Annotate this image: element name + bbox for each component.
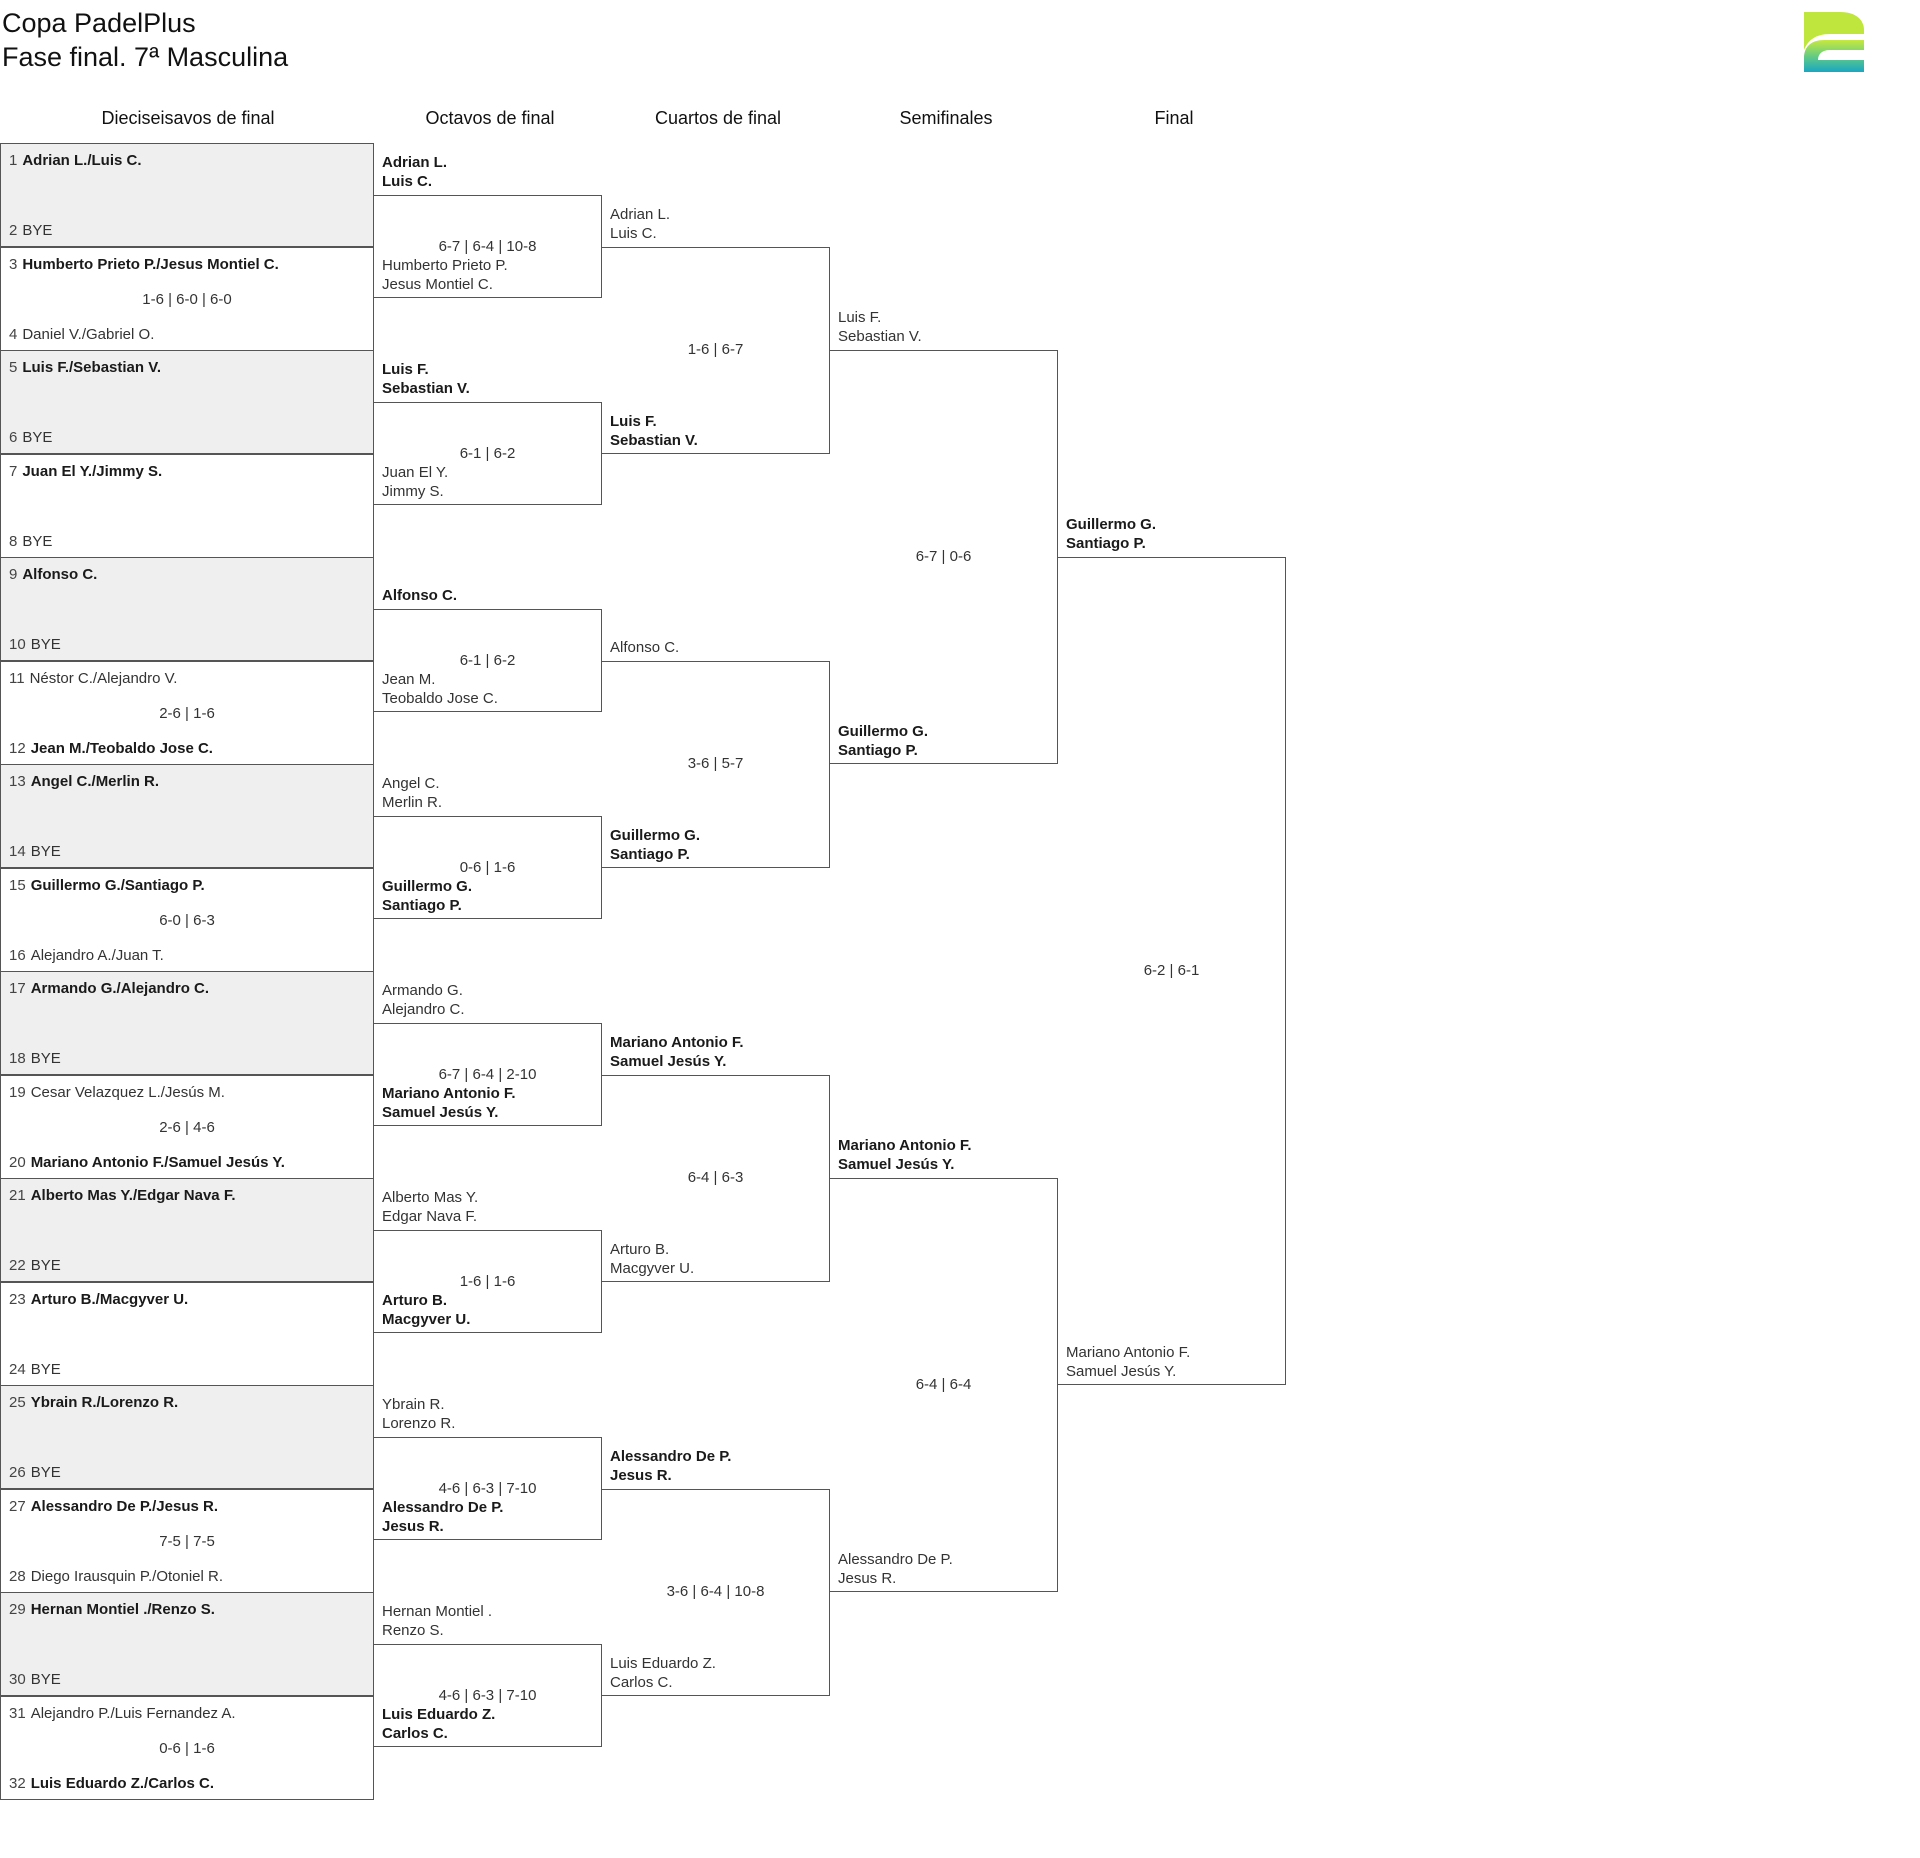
r32-team-b <box>9 1671 61 1689</box>
team-player: Jean M. <box>382 671 436 689</box>
seed-number: 14 <box>9 843 26 860</box>
match-score: 6-7 | 6-4 | 2-10 <box>438 1065 537 1083</box>
r32-team-a <box>9 670 177 688</box>
tournament-name: Copa PadelPlus <box>2 8 196 38</box>
r32-match <box>0 971 374 1075</box>
r32-match <box>0 247 374 351</box>
team-player: Ybrain R. <box>382 1395 445 1413</box>
team-player: Luis Eduardo Z. <box>382 1706 496 1724</box>
seed-number: 21 <box>9 1187 26 1204</box>
qf-team-top <box>610 1033 744 1071</box>
seed-number: 1 <box>9 152 18 169</box>
team-player: Jimmy S. <box>382 483 444 501</box>
team-name: Adrian L./Luis C. <box>22 152 142 169</box>
r16-team-bottom <box>382 1498 503 1536</box>
seed-number: 9 <box>9 566 18 583</box>
r16-team-bottom <box>382 877 472 915</box>
qf-team-top <box>610 638 679 657</box>
match-score: 0-6 | 1-6 <box>459 858 516 876</box>
team-player: Teobaldo Jose C. <box>382 690 498 708</box>
r32-team-b <box>9 1154 285 1172</box>
team-name: Néstor C./Alejandro V. <box>29 669 178 687</box>
team-player: Luis F. <box>838 309 882 326</box>
r32-team-b <box>9 1775 214 1793</box>
final-team-top <box>1066 515 1156 553</box>
seed-number: 18 <box>9 1050 26 1067</box>
r32-team-a <box>9 1394 178 1412</box>
team-player: Adrian L. <box>382 153 448 171</box>
r32-team-a <box>9 256 279 274</box>
team-name: BYE <box>30 843 61 860</box>
r16-team-bottom <box>382 463 448 501</box>
r16-team-top <box>382 1395 455 1433</box>
team-name: Mariano Antonio F./Samuel Jesús Y. <box>30 1153 285 1171</box>
team-name: Hernan Montiel ./Renzo S. <box>30 1601 215 1618</box>
team-player: Alfonso C. <box>610 638 680 656</box>
team-player: Samuel Jesús Y. <box>1066 1363 1177 1380</box>
r32-team-b <box>9 1361 61 1379</box>
team-name: Cesar Velazquez L./Jesús M. <box>30 1083 225 1101</box>
match-score: 3-6 | 6-4 | 10-8 <box>666 1583 765 1600</box>
team-name: Angel C./Merlin R. <box>30 773 160 790</box>
team-player: Humberto Prieto P. <box>382 257 508 275</box>
r16-team-top <box>382 774 442 812</box>
team-player: Luis F. <box>382 360 429 378</box>
r32-team-a <box>9 980 209 998</box>
qf-team-top <box>610 205 670 243</box>
team-player: Alfonso C. <box>382 586 457 604</box>
r32-match <box>0 764 374 868</box>
r32-team-a <box>9 566 97 584</box>
phase-title: Fase final. 7ª Masculina <box>2 42 289 72</box>
seed-number: 13 <box>9 773 26 790</box>
r16-team-bottom <box>382 1705 495 1743</box>
sf-team-bottom <box>838 722 928 760</box>
team-name: Ybrain R./Lorenzo R. <box>30 1394 179 1411</box>
team-player: Alberto Mas Y. <box>382 1188 479 1206</box>
r32-team-a <box>9 152 142 170</box>
r32-match <box>0 1075 374 1179</box>
seed-number: 23 <box>9 1290 26 1308</box>
qf-team-bottom <box>610 412 698 450</box>
seed-number: 11 <box>9 669 25 687</box>
qf-team-bottom <box>610 1240 694 1278</box>
team-player: Luis Eduardo Z. <box>610 1654 716 1672</box>
team-player: Carlos C. <box>382 1725 448 1743</box>
r32-match <box>0 454 374 558</box>
seed-number: 22 <box>9 1257 26 1274</box>
r32-match <box>0 868 374 972</box>
seed-number: 5 <box>9 359 18 376</box>
sf-team-top <box>838 1136 972 1174</box>
team-player: Samuel Jesús Y. <box>838 1156 955 1173</box>
r32-team-a <box>9 1187 235 1205</box>
r32-team-b <box>9 222 52 240</box>
team-player: Santiago P. <box>382 897 462 915</box>
team-player: Guillermo G. <box>838 723 929 740</box>
team-name: BYE <box>22 222 53 239</box>
team-name: BYE <box>30 1360 61 1378</box>
r32-team-b <box>9 1257 61 1275</box>
final-match <box>1058 557 1286 1385</box>
r32-team-a <box>9 1291 188 1309</box>
seed-number: 20 <box>9 1153 26 1171</box>
r32-team-b <box>9 1050 61 1068</box>
team-name: Daniel V./Gabriel O. <box>22 325 155 343</box>
team-player: Lorenzo R. <box>382 1414 456 1432</box>
team-name: Luis F./Sebastian V. <box>22 359 162 376</box>
team-name: Alfonso C. <box>22 566 98 583</box>
r16-team-bottom <box>382 1084 516 1122</box>
r32-team-a <box>9 1498 218 1516</box>
r32-match <box>0 661 374 765</box>
team-player: Alejandro C. <box>382 1000 465 1018</box>
seed-number: 32 <box>9 1774 26 1792</box>
team-player: Jesus R. <box>382 1518 444 1536</box>
seed-number: 16 <box>9 946 26 964</box>
r32-team-b <box>9 947 164 965</box>
round-header-final: Final <box>1154 108 1194 128</box>
team-player: Luis F. <box>610 412 657 430</box>
r16-team-top <box>382 1602 492 1640</box>
team-name: Alejandro P./Luis Fernandez A. <box>30 1704 236 1722</box>
team-player: Guillermo G. <box>382 878 473 896</box>
r32-match <box>0 557 374 661</box>
team-name: BYE <box>30 1671 61 1688</box>
r16-team-bottom <box>382 670 498 708</box>
r32-match <box>0 1696 374 1800</box>
match-score: 2-6 | 1-6 <box>159 704 215 722</box>
team-player: Macgyver U. <box>382 1311 471 1329</box>
match-score: 3-6 | 5-7 <box>687 755 744 772</box>
final-team-bottom <box>1066 1343 1190 1381</box>
match-score: 0-6 | 1-6 <box>159 1739 215 1757</box>
round-header-sf: Semifinales <box>899 108 993 128</box>
team-player: Samuel Jesús Y. <box>382 1104 499 1122</box>
seed-number: 27 <box>9 1497 26 1515</box>
round-header-r16: Octavos de final <box>425 108 555 128</box>
match-score: 6-2 | 6-1 <box>1143 962 1200 979</box>
r16-team-bottom <box>382 256 508 294</box>
team-player: Jesus R. <box>610 1466 672 1484</box>
team-player: Macgyver U. <box>610 1259 695 1277</box>
match-score: 1-6 | 6-7 <box>687 341 744 358</box>
team-name: BYE <box>30 636 61 653</box>
page-title <box>2 6 288 74</box>
team-player: Alessandro De P. <box>610 1447 732 1465</box>
match-score: 2-6 | 4-6 <box>159 1118 215 1136</box>
team-player: Mariano Antonio F. <box>610 1033 744 1051</box>
r32-match <box>0 1385 374 1489</box>
team-name: Arturo B./Macgyver U. <box>30 1290 189 1308</box>
match-score: 4-6 | 6-3 | 7-10 <box>438 1479 537 1497</box>
team-player: Mariano Antonio F. <box>1066 1344 1191 1361</box>
team-player: Santiago P. <box>1066 535 1146 552</box>
r16-team-bottom <box>382 1291 470 1329</box>
r16-team-top <box>382 360 470 398</box>
match-score: 4-6 | 6-3 | 7-10 <box>438 1686 537 1704</box>
round-header-qf: Cuartos de final <box>654 108 782 128</box>
team-name: Humberto Prieto P./Jesus Montiel C. <box>22 255 279 273</box>
team-name: Alejandro A./Juan T. <box>30 946 164 964</box>
seed-number: 7 <box>9 462 18 480</box>
r16-team-top <box>382 981 465 1019</box>
round-header-r32: Dieciseisavos de final <box>101 108 275 128</box>
team-player: Mariano Antonio F. <box>838 1137 972 1154</box>
seed-number: 10 <box>9 636 26 653</box>
match-score: 7-5 | 7-5 <box>159 1532 215 1550</box>
team-player: Angel C. <box>382 774 440 792</box>
r32-team-b <box>9 429 52 447</box>
seed-number: 17 <box>9 980 26 997</box>
r32-match <box>0 1178 374 1282</box>
r32-team-b <box>9 533 52 551</box>
team-player: Santiago P. <box>838 742 918 759</box>
seed-number: 25 <box>9 1394 26 1411</box>
team-player: Santiago P. <box>610 845 690 863</box>
r32-team-a <box>9 773 159 791</box>
seed-number: 24 <box>9 1360 26 1378</box>
qf-team-bottom <box>610 1654 716 1692</box>
team-player: Alessandro De P. <box>382 1499 504 1517</box>
team-player: Sebastian V. <box>610 431 698 449</box>
team-player: Luis C. <box>382 172 433 190</box>
match-score: 6-0 | 6-3 <box>159 911 215 929</box>
team-player: Sebastian V. <box>382 379 470 397</box>
r32-team-b <box>9 740 213 758</box>
team-player: Guillermo G. <box>1066 516 1157 533</box>
r32-match <box>0 350 374 454</box>
seed-number: 15 <box>9 876 26 894</box>
team-name: Guillermo G./Santiago P. <box>30 876 205 894</box>
r32-team-b <box>9 1464 61 1482</box>
r32-team-a <box>9 877 205 895</box>
match-score: 6-1 | 6-2 <box>459 651 516 669</box>
sf-match <box>830 1178 1058 1592</box>
r16-team-top <box>382 1188 478 1226</box>
team-player: Mariano Antonio F. <box>382 1085 516 1103</box>
seed-number: 26 <box>9 1464 26 1481</box>
r32-team-b <box>9 636 61 654</box>
team-player: Edgar Nava F. <box>382 1207 478 1225</box>
team-name: Luis Eduardo Z./Carlos C. <box>30 1774 215 1792</box>
r32-team-b <box>9 326 154 344</box>
match-score: 6-4 | 6-3 <box>687 1169 744 1186</box>
r32-match <box>0 143 374 247</box>
match-score: 6-7 | 6-4 | 10-8 <box>438 237 537 255</box>
r32-match <box>0 1489 374 1593</box>
seed-number: 4 <box>9 325 18 343</box>
r16-team-top <box>382 153 447 191</box>
match-score: 6-7 | 0-6 <box>915 548 972 565</box>
team-player: Renzo S. <box>382 1621 444 1639</box>
team-player: Merlin R. <box>382 793 443 811</box>
qf-team-top <box>610 1447 731 1485</box>
sf-match <box>830 350 1058 764</box>
team-player: Jesus R. <box>838 1570 897 1587</box>
seed-number: 28 <box>9 1567 26 1585</box>
r16-team-top <box>382 586 457 605</box>
team-player: Juan El Y. <box>382 464 449 482</box>
match-score: 1-6 | 6-0 | 6-0 <box>142 290 232 308</box>
seed-number: 31 <box>9 1704 26 1722</box>
r32-team-a <box>9 1601 215 1619</box>
r32-team-b <box>9 843 61 861</box>
team-name: Diego Irausquin P./Otoniel R. <box>30 1567 224 1585</box>
seed-number: 2 <box>9 222 18 239</box>
sf-team-bottom <box>838 1550 953 1588</box>
team-name: BYE <box>30 1050 61 1067</box>
team-name: BYE <box>30 1464 61 1481</box>
seed-number: 6 <box>9 429 18 446</box>
r32-team-a <box>9 1084 225 1102</box>
match-score: 1-6 | 1-6 <box>459 1272 516 1290</box>
team-player: Jesus Montiel C. <box>382 276 493 294</box>
team-name: Alessandro De P./Jesus R. <box>30 1497 218 1515</box>
team-player: Arturo B. <box>382 1292 447 1310</box>
team-player: Alessandro De P. <box>838 1551 953 1568</box>
team-player: Adrian L. <box>610 205 671 223</box>
team-name: Jean M./Teobaldo Jose C. <box>30 739 213 757</box>
sf-team-top <box>838 308 922 346</box>
r32-team-b <box>9 1568 223 1586</box>
team-player: Guillermo G. <box>610 826 701 844</box>
r32-team-a <box>9 463 162 481</box>
team-name: BYE <box>30 1257 61 1274</box>
team-name: Juan El Y./Jimmy S. <box>22 462 163 480</box>
seed-number: 29 <box>9 1601 26 1618</box>
team-player: Luis C. <box>610 224 657 242</box>
match-score: 6-4 | 6-4 <box>915 1376 972 1393</box>
padelplus-logo <box>1800 10 1866 76</box>
team-name: Armando G./Alejandro C. <box>30 980 210 997</box>
r32-match <box>0 1282 374 1386</box>
seed-number: 3 <box>9 255 18 273</box>
seed-number: 12 <box>9 739 26 757</box>
team-player: Armando G. <box>382 981 463 999</box>
team-player: Arturo B. <box>610 1240 670 1258</box>
team-player: Carlos C. <box>610 1673 673 1691</box>
team-name: Alberto Mas Y./Edgar Nava F. <box>30 1187 236 1204</box>
qf-team-bottom <box>610 826 700 864</box>
team-player: Samuel Jesús Y. <box>610 1052 727 1070</box>
seed-number: 8 <box>9 532 18 550</box>
team-player: Sebastian V. <box>838 328 922 345</box>
team-name: BYE <box>22 532 53 550</box>
r32-team-a <box>9 1705 236 1723</box>
seed-number: 30 <box>9 1671 26 1688</box>
seed-number: 19 <box>9 1083 26 1101</box>
r32-team-a <box>9 359 161 377</box>
team-name: BYE <box>22 429 53 446</box>
r32-match <box>0 1592 374 1696</box>
team-player: Hernan Montiel . <box>382 1602 493 1620</box>
match-score: 6-1 | 6-2 <box>459 444 516 462</box>
